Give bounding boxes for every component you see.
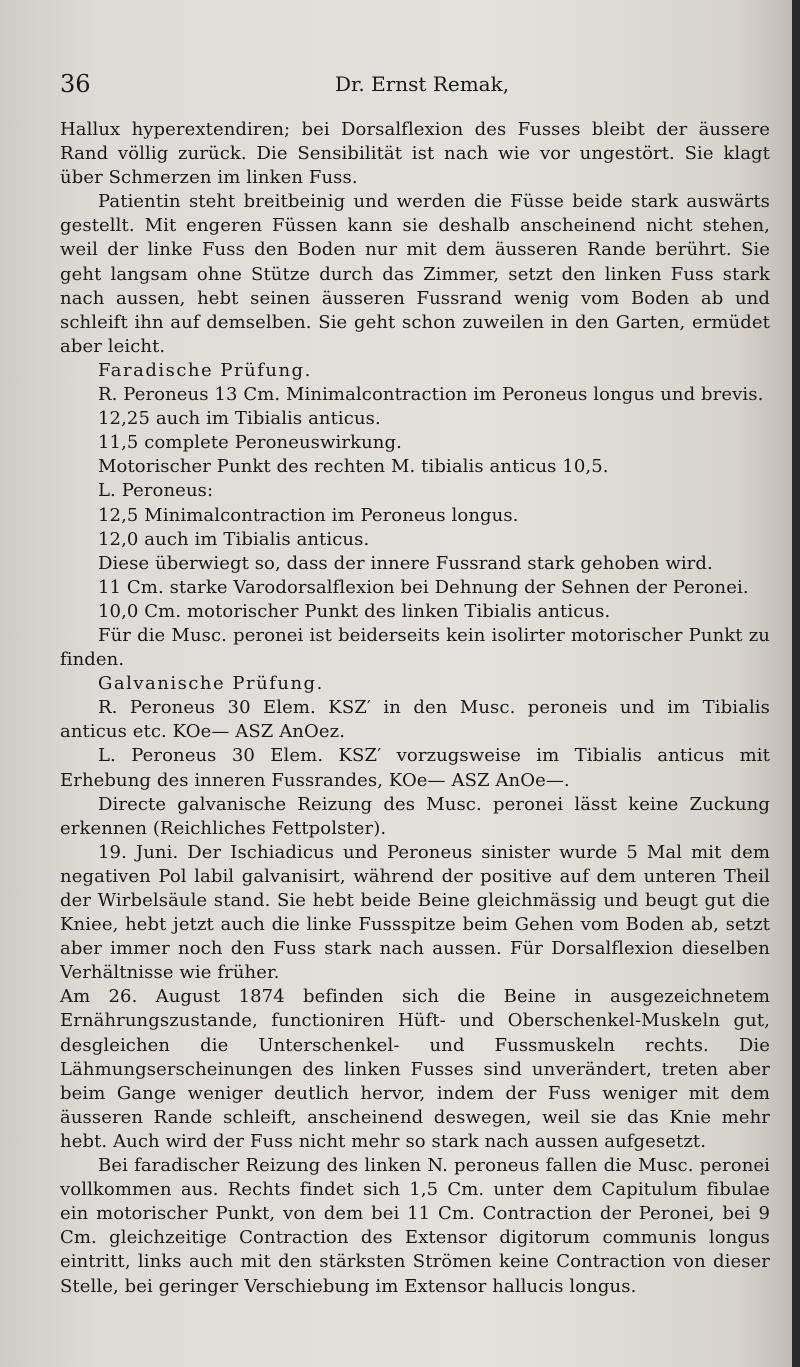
paragraph: Directe galvanische Reizung des Musc. peronei lässt keine Zuckung erkennen (Reichliches Fettpolster). [60,793,770,839]
measurement-line: R. Peroneus 13 Cm. Minimalcontraction im Peroneus longus und brevis. [98,384,764,406]
paragraph: Für die Musc. peronei ist beiderseits kein isolirter motorischer Punkt zu finden. [60,624,770,671]
measurement-line: Motorischer Punkt des rechten M. tibialis anticus 10,5. [98,456,609,478]
paragraph: 19. Juni. Der Ischiadicus und Peroneus sinister wurde 5 Mal mit dem negativen Pol labil galvanisirt, während der positive auf dem unteren Theil der Wirbelsäule stand. Sie hebt beide Beine gleichmässig und beugt gut die Kniee, hebt jetzt auch die linke Fussspitze beim Gehen vom Boden ab, setzt aber immer noch den Fuss stark nach aussen. Für Dorsalflexion dieselben Verhältnisse wie früher. [60,841,770,984]
paragraph: Am 26. August 1874 befinden sich die Beine in ausgezeichnetem Ernährungszustande, functioniren Hüft- und Oberschenkel-Muskeln gut, desgleichen die Unterschenkel- und Fussmuskeln rechts. Die Lähmungserscheinungen des linken Fusses sind unverändert, treten aber beim Gange weniger deutlich hervor, indem der Fuss weniger mit dem äusseren Rande schleift, anscheinend deswegen, weil sie das Knie mehr hebt. Auch wird der Fuss nicht mehr so stark nach aussen aufgesetzt. [60,986,770,1152]
measurement-line: 12,0 auch im Tibialis anticus. [98,528,370,550]
measurement-line: L. Peroneus 30 Elem. KSZ′ vorzugsweise im Tibialis anticus mit Erhebung des inneren Fussrandes, KOe— ASZ AnOe—. [60,745,770,791]
running-head: Dr. Ernst Remak, [335,72,510,96]
page-header [60,70,760,98]
body-text [60,118,770,1299]
measurement-line: R. Peroneus 30 Elem. KSZ′ in den Musc. peroneis und im Tibialis anticus etc. KOe— ASZ AnOez. [60,697,770,743]
measurement-line: 12,5 Minimalcontraction im Peroneus longus. [98,504,519,526]
section-heading-faradic: Faradische Prüfung. [98,359,312,381]
measurement-line: 10,0 Cm. motorischer Punkt des linken Tibialis anticus. [98,600,611,622]
paragraph: Bei faradischer Reizung des linken N. peroneus fallen die Musc. peronei vollkommen aus. Rechts findet sich 1,5 Cm. unter dem Capitulum fibulae ein motorischer Punkt, von dem bei 11 Cm. Contraction der Peronei, bei 9 Cm. gleichzeitige Contraction des Extensor digitorum communis longus eintritt, links auch mit den stärksten Strömen keine Contraction von dieser Stelle, bei geringer Verschiebung im Extensor hallucis longus. [60,1155,770,1297]
measurement-line: 11,5 complete Peroneuswirkung. [98,432,402,454]
measurement-line: L. Peroneus: [98,480,214,502]
page-edge-shadow [792,0,800,1367]
paragraph: Patientin steht breitbeinig und werden die Füsse beide stark auswärts gestellt. Mit engeren Füssen kann sie deshalb anscheinend nicht stehen, weil der linke Fuss den Boden nur mit dem äusseren Rande berührt. Sie geht langsam ohne Stütze durch das Zimmer, setzt den linken Fuss stark nach aussen, hebt seinen äusseren Fussrand wenig vom Boden ab und schleift ihn auf demselben. Sie geht schon zuweilen in den Garten, ermüdet aber leicht. [60,191,770,357]
measurement-line: Diese überwiegt so, dass der innere Fussrand stark gehoben wird. [98,552,713,574]
measurement-line: 12,25 auch im Tibialis anticus. [98,408,381,430]
page-number: 36 [60,70,91,98]
section-heading-galvanic: Galvanische Prüfung. [98,673,324,695]
measurement-line: 11 Cm. starke Varodorsalflexion bei Dehnung der Sehnen der Peronei. [98,576,749,598]
paragraph: Hallux hyperextendiren; bei Dorsalflexion des Fusses bleibt der äussere Rand völlig zurück. Die Sensibilität ist nach wie vor ungestört. Sie klagt über Schmerzen im linken Fuss. [60,119,770,189]
